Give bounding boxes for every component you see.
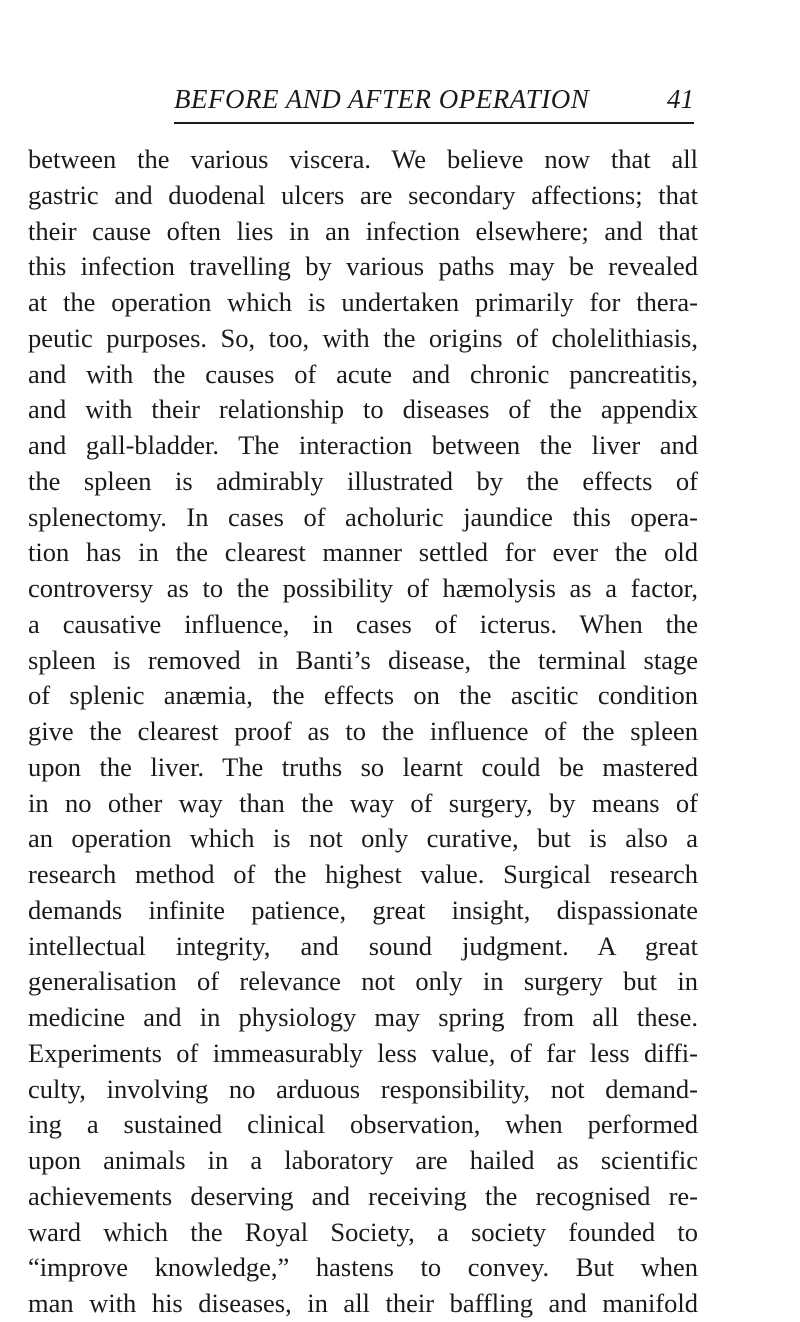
text-line: demands infinite patience, great insight, dispassionate	[28, 894, 698, 925]
text-line: give the clearest proof as to the influence of the spleen	[28, 716, 698, 746]
text-line: this infection travelling by various paths may be revealed	[28, 251, 698, 282]
text-line: between the various viscera. We believe now that all	[28, 144, 698, 174]
text-line: generalisation of relevance not only in surgery but in	[28, 966, 698, 997]
text-line: gastric and duodenal ulcers are secondary affections; that	[28, 179, 698, 210]
running-head-title: BEFORE AND AFTER OPERATION	[174, 84, 590, 114]
text-line: controversy as to the possibility of hæmolysis as a factor,	[28, 573, 698, 603]
text-line: splenectomy. In cases of acholuric jaundice this opera-	[28, 501, 698, 532]
text-line: culty, involving no arduous responsibility, not demand-	[28, 1073, 698, 1104]
header-rule	[174, 122, 694, 124]
text-line: and with their relationship to diseases of the appendix	[28, 394, 698, 425]
text-line: upon animals in a laboratory are hailed as scientific	[28, 1145, 698, 1175]
text-line: of splenic anæmia, the effects on the ascitic condition	[28, 680, 698, 711]
text-line: “improve knowledge,” hastens to convey. But when	[28, 1252, 698, 1283]
text-line: spleen is removed in Banti’s disease, the terminal stage	[28, 644, 698, 675]
text-line: man with his diseases, in all their baffling and manifold	[28, 1288, 698, 1318]
page-number: 41	[667, 84, 694, 114]
text-line: intellectual integrity, and sound judgment. A great	[28, 930, 698, 961]
text-line: tion has in the clearest manner settled for ever the old	[28, 537, 698, 568]
text-line: Experiments of immeasurably less value, of far less diffi-	[28, 1037, 698, 1068]
text-line: and gall-bladder. The interaction between the liver and	[28, 430, 698, 460]
body-paragraph	[28, 142, 698, 1322]
text-line: peutic purposes. So, too, with the origins of cholelithiasis,	[28, 322, 698, 353]
text-line: an operation which is not only curative, but is also a	[28, 823, 698, 854]
text-line: in no other way than the way of surgery, by means of	[28, 787, 698, 818]
text-line: and with the causes of acute and chronic pancreatitis,	[28, 358, 698, 389]
text-line: at the operation which is undertaken primarily for thera-	[28, 287, 698, 317]
text-line: achievements deserving and receiving the recognised re-	[28, 1180, 698, 1211]
text-line: medicine and in physiology may spring from all these.	[28, 1002, 698, 1032]
text-line: ward which the Royal Society, a society founded to	[28, 1216, 698, 1247]
text-line: research method of the highest value. Surgical research	[28, 859, 698, 889]
text-line: a causative influence, in cases of icterus. When the	[28, 608, 698, 639]
text-line: their cause often lies in an infection elsewhere; and that	[28, 215, 698, 246]
text-line: upon the liver. The truths so learnt could be mastered	[28, 751, 698, 782]
text-line: ing a sustained clinical observation, when performed	[28, 1109, 698, 1140]
text-line: the spleen is admirably illustrated by the effects of	[28, 465, 698, 496]
